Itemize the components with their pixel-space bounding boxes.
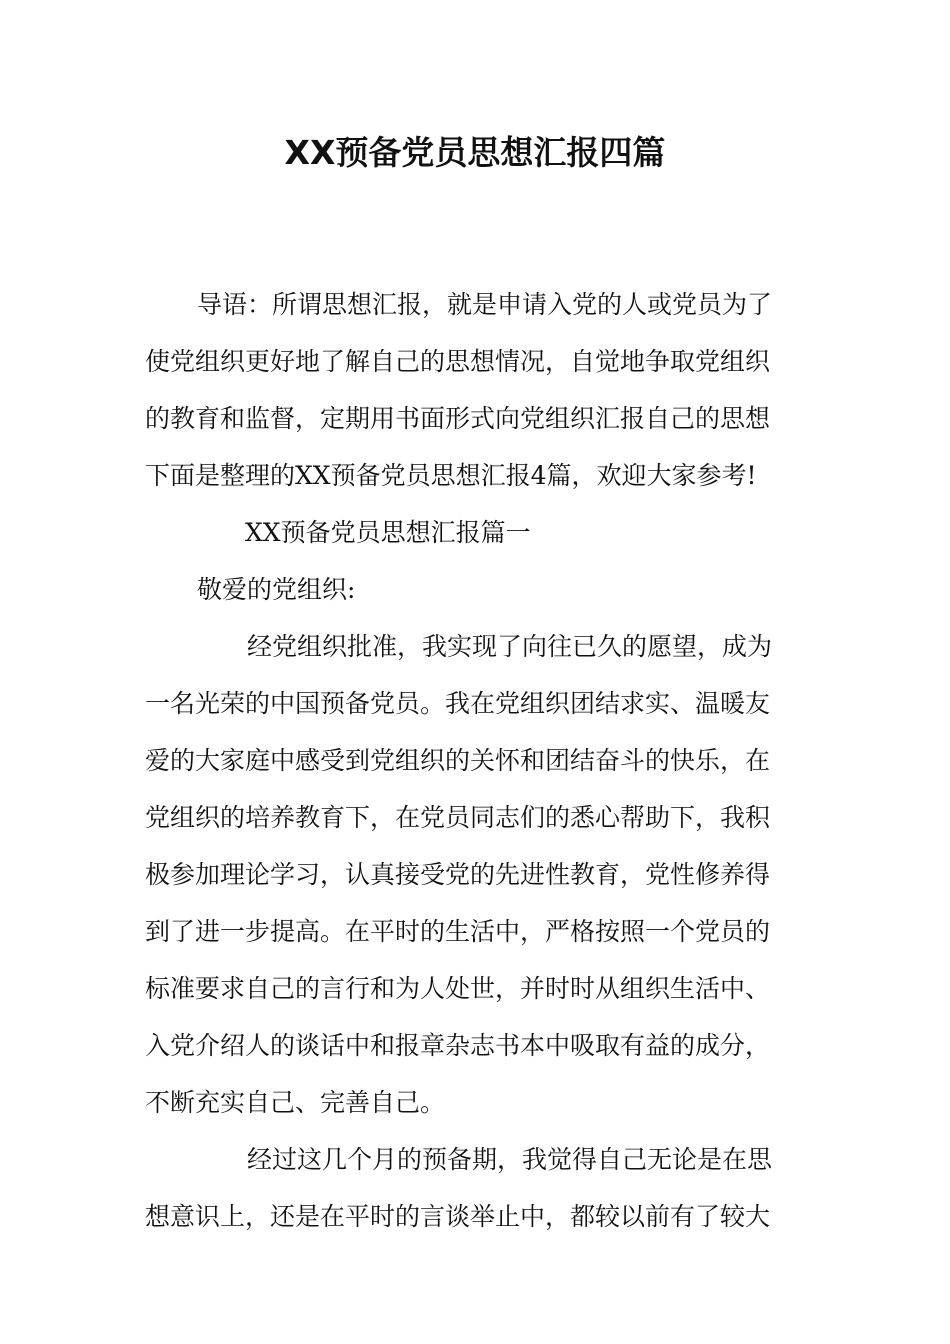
body-line-1: 经党组织批准，我实现了向往已久的愿望，成为 bbox=[247, 632, 773, 661]
body-line-2: 一名光荣的中国预备党员。我在党组织团结求实、温暖友 bbox=[145, 689, 771, 718]
intro-line-2: 使党组织更好地了解自己的思想情况，自觉地争取党组织 bbox=[145, 347, 771, 376]
body-line-7: 标准要求自己的言行和为人处世，并时时从组织生活中、 bbox=[145, 974, 771, 1003]
salutation: 敬爱的党组织: bbox=[197, 575, 356, 604]
body-line-5: 极参加理论学习，认真接受党的先进性教育，党性修养得 bbox=[145, 860, 771, 889]
body-line-4: 党组织的培养教育下，在党员同志们的悉心帮助下，我积 bbox=[145, 803, 771, 832]
body-line-6: 到了进一步提高。在平时的生活中，严格按照一个党员的 bbox=[145, 917, 771, 946]
intro-line-1: 导语：所谓思想汇报，就是申请入党的人或党员为了 bbox=[197, 290, 773, 319]
section-heading: XX预备党员思想汇报篇一 bbox=[245, 518, 531, 547]
body-line-11: 想意识上，还是在平时的言谈举止中，都较以前有了较大 bbox=[145, 1202, 771, 1231]
body-line-10: 经过这几个月的预备期，我觉得自己无论是在思 bbox=[247, 1145, 773, 1174]
body-line-9: 不断充实自己、完善自己。 bbox=[145, 1088, 446, 1117]
intro-line-4: 下面是整理的XX预备党员思想汇报4篇，欢迎大家参考! bbox=[145, 461, 757, 490]
intro-line-3: 的教育和监督，定期用书面形式向党组织汇报自己的思想 bbox=[145, 404, 771, 433]
body-line-3: 爱的大家庭中感受到党组织的关怀和团结奋斗的快乐，在 bbox=[145, 746, 771, 775]
body-line-8: 入党介绍人的谈话中和报章杂志书本中吸取有益的成分， bbox=[145, 1031, 771, 1060]
document-title: XX预备党员思想汇报四篇 bbox=[284, 133, 666, 172]
